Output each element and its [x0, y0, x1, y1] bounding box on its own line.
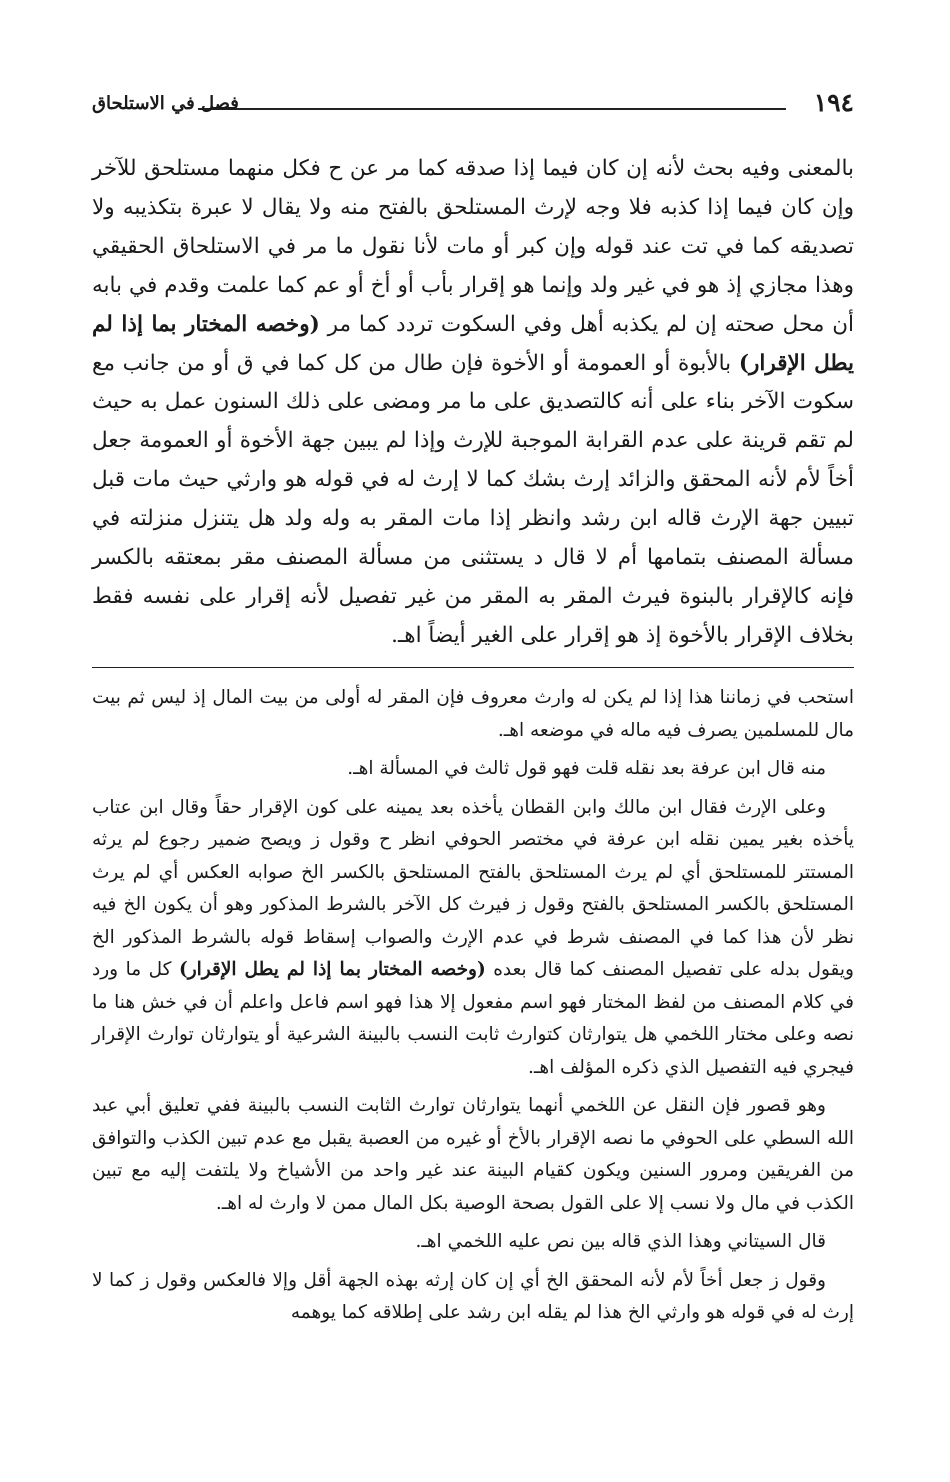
footnote-separator [92, 667, 854, 668]
running-title: فصل في الاستلحاق [92, 93, 239, 114]
note-3-quote: (وخصه المختار بما إذا لم يطل الإقرار) [178, 959, 486, 980]
notes-section [92, 682, 854, 1336]
note-paragraph-3 [92, 792, 854, 1085]
note-3-part1: وعلى الإرث فقال ابن مالك وابن القطان يأخذه بعد يمينه على كون الإقرار حقاً وقال ابن عتاب يأخذه بغير يمين نقله ابن عرفة في مختصر الحوفي انظر ح وقول ز ويصح ضمير رجوع لم يرثه المستتر للمستلحق أي لم يرث المستلحق بالفتح المستلحق بالكسر الخ صوابه العكس أي لم يرث المستلحق بالكسر المستلحق بالفتح وقول ز فيرث كل الآخر بالشرط المذكور وهو أن يكون الخ فيه نظر لأن هذا كما في المصنف شرط في عدم الإرث والصواب إسقاط قوله بالشرط المذكور الخ ويقول بدله على تفصيل المصنف كما قال بعده [92, 796, 854, 980]
note-paragraph-2: منه قال ابن عرفة بعد نقله قلت فهو قول ثالث في المسألة اهـ. [347, 758, 826, 779]
note-paragraph-4: وهو قصور فإن النقل عن اللخمي أنهما يتوارثان توارث الثابت النسب بالبينة ففي تعليق أبي عبد الله السطي على الحوفي ما نصه الإقرار بالأخ أو غيره من العصبة يقبل مع عدم تبين الكذب والتوافق من الفريقين ومرور السنين ويكون كقيام البينة عند غير واحد من الأشياخ ولا يلتفت إليه مع تبين الكذب في مال ولا نسب إلا على القول بصحة الوصية بكل المال ممن لا وارث له اهـ. [92, 1095, 854, 1214]
main-text [92, 150, 854, 656]
main-text-part2: بالأبوة أو العمومة أو الأخوة فإن طال من كل كما في ق أو من جانب مع سكوت الآخر بناء على أنه كالتصديق على ما مر ومضى على ذلك السنون عمل به حيث لم تقم قرينة على عدم القرابة الموجبة للإرث وإذا لم يبين جهة الأخوة أو العمومة جعل أخاً لأم لأنه المحقق والزائد إرث بشك كما لا إرث له في قوله هو وارثي حيث مات قبل تبيين جهة الإرث قاله ابن رشد وانظر إذا مات المقر به وله ولد هل يتنزل منزلته في مسألة المصنف بتمامها أم لا قال د يستثنى من مسألة المصنف مقر بمعتقه بالكسر فإنه كالإقرار بالبنوة فيرث المقر به المقر من غير تفصيل لأنه إقرار على نفسه فقط بخلاف الإقرار بالأخوة إذ هو إقرار على الغير أيضاً اهـ. [92, 350, 854, 648]
main-text-part1: بالمعنى وفيه بحث لأنه إن كان فيما إذا صدقه كما مر عن ح فكل منهما مستلحق للآخر وإن كان فيما إذا كذبه فلا وجه لإرث المستلحق بالفتح منه ولا يقال لا عبرة بتكذيبه ولا تصديقه كما في تت عند قوله وإن كبر أو مات لأنا نقول ما مر في الاستلحاق الحقيقي وهذا مجازي إذ هو في غير ولد وإنما هو إقرار بأب أو أخ أو عم كما علمت وقدم في بابه أن محل صحته إن لم يكذبه أهل وفي السكوت تردد كما مر [92, 156, 854, 337]
note-paragraph-6: وقول ز جعل أخاً لأم لأنه المحقق الخ أي إن كان إرثه بهذه الجهة أقل وإلا فالعكس وقول ز كما لا إرث له في قوله هو وارثي الخ هذا لم يقله ابن رشد على إطلاقه كما يوهمه [92, 1269, 854, 1323]
main-paragraph [92, 150, 854, 656]
page-header [92, 88, 854, 122]
note-paragraph-5: قال السيتاني وهذا الذي قاله بين نص عليه اللخمي اهـ. [415, 1231, 826, 1252]
main-quote: (وخصه المختار بما إذا لم يطل الإقرار) [92, 311, 854, 376]
header-rule [198, 108, 786, 110]
note-paragraph-1: استحب في زماننا هذا إذا لم يكن له وارث معروف فإن المقر له أولى من بيت المال إذ ليس ثم بيت مال للمسلمين يصرف فيه ماله في موضعه اهـ. [92, 687, 854, 741]
note-3-part2: كل ما ورد في كلام المصنف من لفظ المختار فهو اسم مفعول إلا هذا فهو اسم فاعل واعلم أن في خش هنا ما نصه وعلى مختار اللخمي هل يتوارثان كتوارث ثابت النسب بالبينة الشرعية أو يتوارثان توارث الإقرار فيجري فيه التفصيل الذي ذكره المؤلف اهـ. [92, 959, 854, 1078]
page-number: ١٩٤ [813, 88, 854, 117]
